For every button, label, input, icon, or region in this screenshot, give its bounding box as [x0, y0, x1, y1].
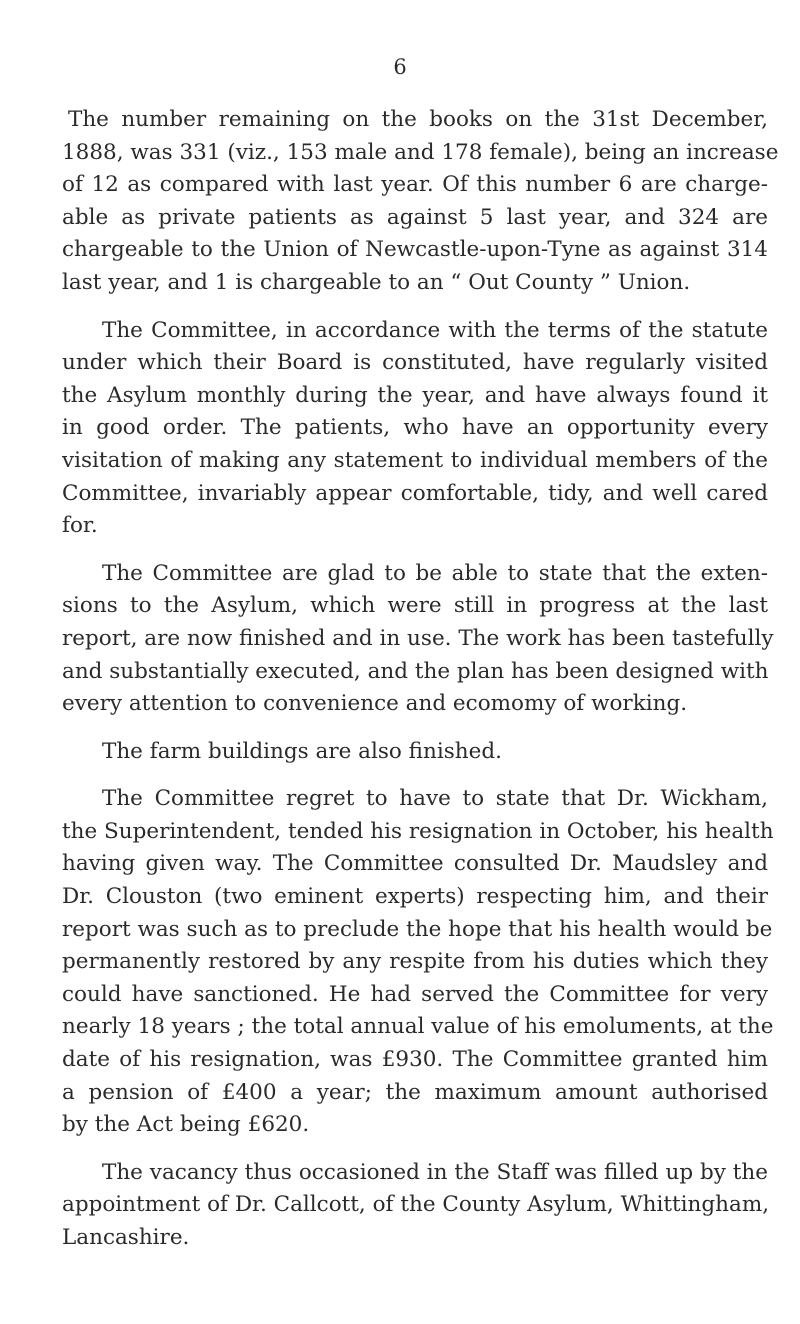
text-line: able as private patients as against 5 last year, and 324 are: [62, 204, 768, 230]
text-line: Dr. Clouston (two eminent experts) respecting him, and their: [62, 884, 768, 910]
paragraph-committee-visits: [62, 315, 768, 543]
text-line: The farm buildings are also finished.: [102, 738, 502, 764]
paragraph-patients-remaining: [62, 104, 779, 300]
paragraph-superintendent-resignation: [62, 783, 774, 1142]
text-line: and substantially executed, and the plan has been designed with: [62, 658, 769, 684]
paragraph-staff-vacancy: [62, 1157, 768, 1255]
text-line: could have sanctioned. He had served the Committee for very: [62, 981, 768, 1007]
text-line: in good order. The patients, who have an opportunity every: [62, 415, 768, 441]
text-line: under which their Board is constituted, have regularly visited: [62, 350, 768, 376]
body-text: [62, 104, 779, 1270]
text-line: The Committee regret to have to state that Dr. Wickham,: [102, 786, 768, 812]
text-line: every attention to convenience and ecomomy of working.: [62, 691, 688, 717]
text-line: chargeable to the Union of Newcastle-upon-Tyne as against 314: [62, 237, 768, 263]
text-line: visitation of making any statement to individual members of the: [62, 447, 768, 473]
text-line: report, are now finished and in use. The work has been tastefully: [62, 625, 774, 651]
text-line: The number remaining on the books on the 31st December,: [68, 107, 768, 132]
text-line: nearly 18 years ; the total annual value of his emoluments, at the: [62, 1014, 774, 1040]
text-line: 1888, was 331 (viz., 153 male and 178 female), being an increase: [62, 139, 779, 165]
text-line: Committee, invariably appear comfortable, tidy, and well cared: [62, 480, 768, 506]
text-line: by the Act being £620.: [62, 1112, 310, 1138]
text-line: report was such as to preclude the hope that his health would be: [62, 916, 773, 942]
text-line: sions to the Asylum, which were still in progress at the last: [62, 593, 768, 619]
text-line: The Committee are glad to be able to state that the exten-: [102, 560, 768, 586]
text-line: the Asylum monthly during the year, and have always found it: [62, 382, 768, 408]
text-line: for.: [62, 513, 98, 539]
text-line: the Superintendent, tended his resignation in October, his health: [62, 818, 774, 844]
paragraph-farm-buildings: [62, 736, 768, 769]
text-line: The vacancy thus occasioned in the Staff was filled up by the: [102, 1159, 768, 1185]
text-line: The Committee, in accordance with the terms of the statute: [102, 317, 768, 343]
text-line: having given way. The Committee consulted Dr. Maudsley and: [62, 851, 768, 877]
text-line: Lancashire.: [62, 1225, 190, 1250]
text-line: last year, and 1 is chargeable to an “ Out County ” Union.: [62, 269, 691, 295]
text-line: date of his resignation, was £930. The Committee granted him: [62, 1047, 768, 1073]
text-line: of 12 as compared with last year. Of this number 6 are charge-: [62, 172, 768, 198]
page-number: 6: [393, 55, 407, 79]
text-line: permanently restored by any respite from his duties which they: [62, 949, 768, 975]
text-line: a pension of £400 a year; the maximum amount authorised: [62, 1079, 768, 1105]
text-line: appointment of Dr. Callcott, of the County Asylum, Whittingham,: [62, 1192, 770, 1218]
paragraph-asylum-extensions: [62, 558, 774, 721]
